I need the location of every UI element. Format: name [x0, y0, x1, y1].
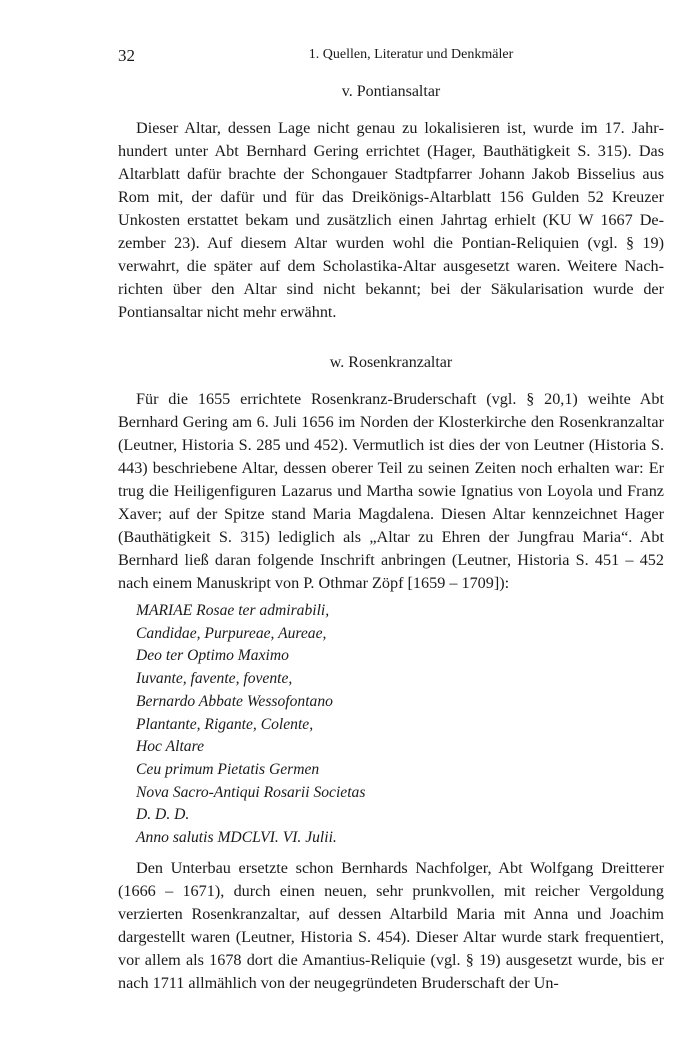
- inscription-line: Iuvante, favente, fovente,: [136, 670, 293, 688]
- paragraph-rosenkranzaltar-2: Den Unterbau ersetzte schon Bernhards Nachfolger, Abt Wolfgang Dreitterer (1666 – 1671), durch einen neuen, sehr prunkvollen, mit reicher Vergoldung verzierten Rosenkranzaltar, auf dessen Altarbild Maria mit Anna und Joachim dargestellt waren (Leutner, Historia S. 454). Dieser Altar wurde stark frequentiert, vor allem als 1678 dort die Amantius-Reliquie (vgl. § 19) ausgesetzt wurde, bis er nach 1711 allmählich von der neugegründeten Bruderschaft der Un-: [118, 858, 664, 992]
- inscription-line: Candidae, Purpureae, Aureae,: [136, 624, 327, 642]
- paragraph-rosenkranzaltar-1: Für die 1655 errichtete Rosenkranz-Bruderschaft (vgl. § 20,1) weihte Abt Bernhard Gering am 6. Juli 1656 im Norden der Klosterkirche den Rosenkranzaltar (Leutner, Historia S. 285 und 452). Vermutlich ist dies der von Leutner (Historia S. 443) beschriebene Altar, dessen oberer Teil zu seinen Zeiten noch erhalten war: Er trug die Heiligenfiguren Lazarus und Martha sowie Ignatius von Loyola und Franz Xaver; auf der Spitze stand Maria Magdalena. Diesen Altar kennzeichnet Hager (Bauthätigkeit S. 315) lediglich als „Altar zu Ehren der Jungfrau Maria“. Abt Bernhard ließ daran folgende Inschrift anbringen (Leutner, Historia S. 451 – 452 nach einem Manuskript von P. Othmar Zöpf [1659 – 1709]):: [118, 390, 664, 592]
- inscription-line: Anno salutis MDCLVI. VI. Julii.: [136, 829, 337, 847]
- page-number: 32: [118, 46, 135, 65]
- paragraph-pontiansaltar: Dieser Altar, dessen Lage nicht genau zu lokalisieren ist, wurde im 17. Jahrhundert unter Abt Bernhard Gering errichtet (Hager, Bauthätigkeit S. 315). Das Altarblatt dafür brachte der Schongauer Stadtpfarrer Johann Jakob Bisselius aus Rom mit, der dafür und für das Dreikönigs-Altarblatt 156 Gulden 52 Kreuzer Unkosten erstattet bekam und zusätzlich einen Jahrtag erhielt (KU W 1667 Dezember 23). Auf diesem Altar wurden wohl die Pontian-Reliquien (vgl. § 19) verwahrt, die später auf dem Scholastika-Altar ausgesetzt waren. Weitere Nachrichten über den Altar sind nicht bekannt; bei der Säkularisation wurde der Pontiansaltar nicht mehr erwähnt.: [118, 119, 664, 321]
- inscription-line: Hoc Altare: [136, 738, 204, 756]
- inscription-line: Deo ter Optimo Maximo: [136, 647, 289, 665]
- inscription-line: Nova Sacro-Antiqui Rosarii Societas: [136, 783, 366, 801]
- inscription-line: D. D. D.: [136, 806, 190, 824]
- inscription-line: Bernardo Abbate Wessofontano: [136, 692, 333, 710]
- inscription-line: Plantante, Rigante, Colente,: [136, 715, 314, 733]
- running-title: 1. Quellen, Literatur und Denkmäler: [308, 47, 514, 62]
- inscription-line: MARIAE Rosae ter admirabili,: [136, 602, 330, 619]
- latin-inscription: [136, 600, 664, 850]
- page-header: [118, 46, 664, 68]
- page-body: [118, 80, 664, 995]
- inscription-line: Ceu primum Pietatis Germen: [136, 760, 320, 778]
- section-heading-rosenkranzaltar: w. Rosenkranzaltar: [329, 354, 453, 371]
- section-heading-pontiansaltar: v. Pontiansaltar: [341, 83, 441, 100]
